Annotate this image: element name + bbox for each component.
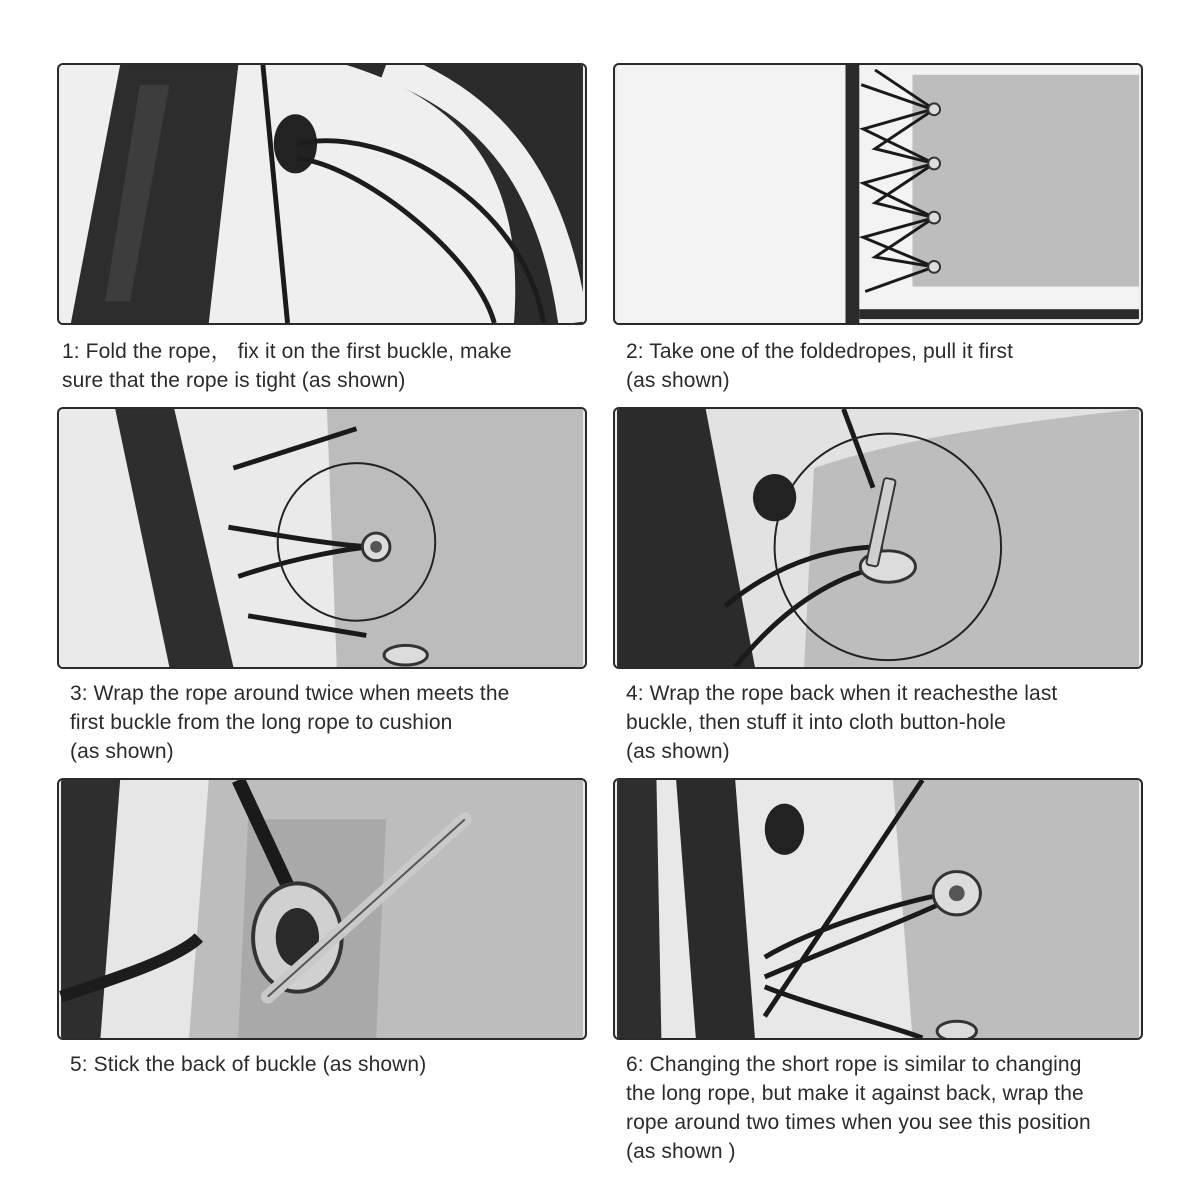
step-1-photo xyxy=(57,63,587,325)
step-1-line-1: 1: Fold the rope， fix it on the first buckle, make xyxy=(62,340,512,363)
step-1-line-2: sure that the rope is tight (as shown) xyxy=(62,369,406,392)
step-2-line-2: (as shown) xyxy=(626,369,730,392)
step-4-line-1: 4: Wrap the rope back when it reachesthe last xyxy=(626,682,1058,705)
step-5-photo xyxy=(57,778,587,1040)
short-rope-illustration xyxy=(615,780,1141,1038)
step-2-line-1: 2: Take one of the foldedropes, pull it first xyxy=(626,340,1014,363)
step-3-line-3: (as shown) xyxy=(70,740,174,763)
wrap-twice-illustration xyxy=(59,409,585,667)
step-3-photo xyxy=(57,407,587,669)
step-3-line-1: 3: Wrap the rope around twice when meets the xyxy=(70,682,510,705)
folded-rope-illustration xyxy=(615,65,1141,323)
step-3-caption xyxy=(70,679,509,766)
step-4-line-3: (as shown) xyxy=(626,740,730,763)
step-4-photo xyxy=(613,407,1143,669)
step-4-caption xyxy=(626,679,1057,766)
step-2-caption xyxy=(626,337,1013,395)
buckle-back-illustration xyxy=(59,780,585,1038)
step-3-line-2: first buckle from the long rope to cushion xyxy=(70,711,453,734)
step-6-line-3: rope around two times when you see this position xyxy=(626,1111,1091,1134)
step-4-line-2: buckle, then stuff it into cloth button-hole xyxy=(626,711,1006,734)
step-6-photo xyxy=(613,778,1143,1040)
step-1-caption xyxy=(62,337,512,395)
step-2-photo xyxy=(613,63,1143,325)
rope-knot-illustration xyxy=(59,65,585,323)
step-5-caption xyxy=(70,1050,426,1079)
step-5-line-1: 5: Stick the back of buckle (as shown) xyxy=(70,1053,427,1076)
step-6-line-2: the long rope, but make it against back, wrap the xyxy=(626,1082,1084,1105)
button-hole-illustration xyxy=(615,409,1141,667)
step-6-line-4: (as shown ) xyxy=(626,1140,736,1163)
step-6-line-1: 6: Changing the short rope is similar to changing xyxy=(626,1053,1082,1076)
step-6-caption xyxy=(626,1050,1091,1166)
